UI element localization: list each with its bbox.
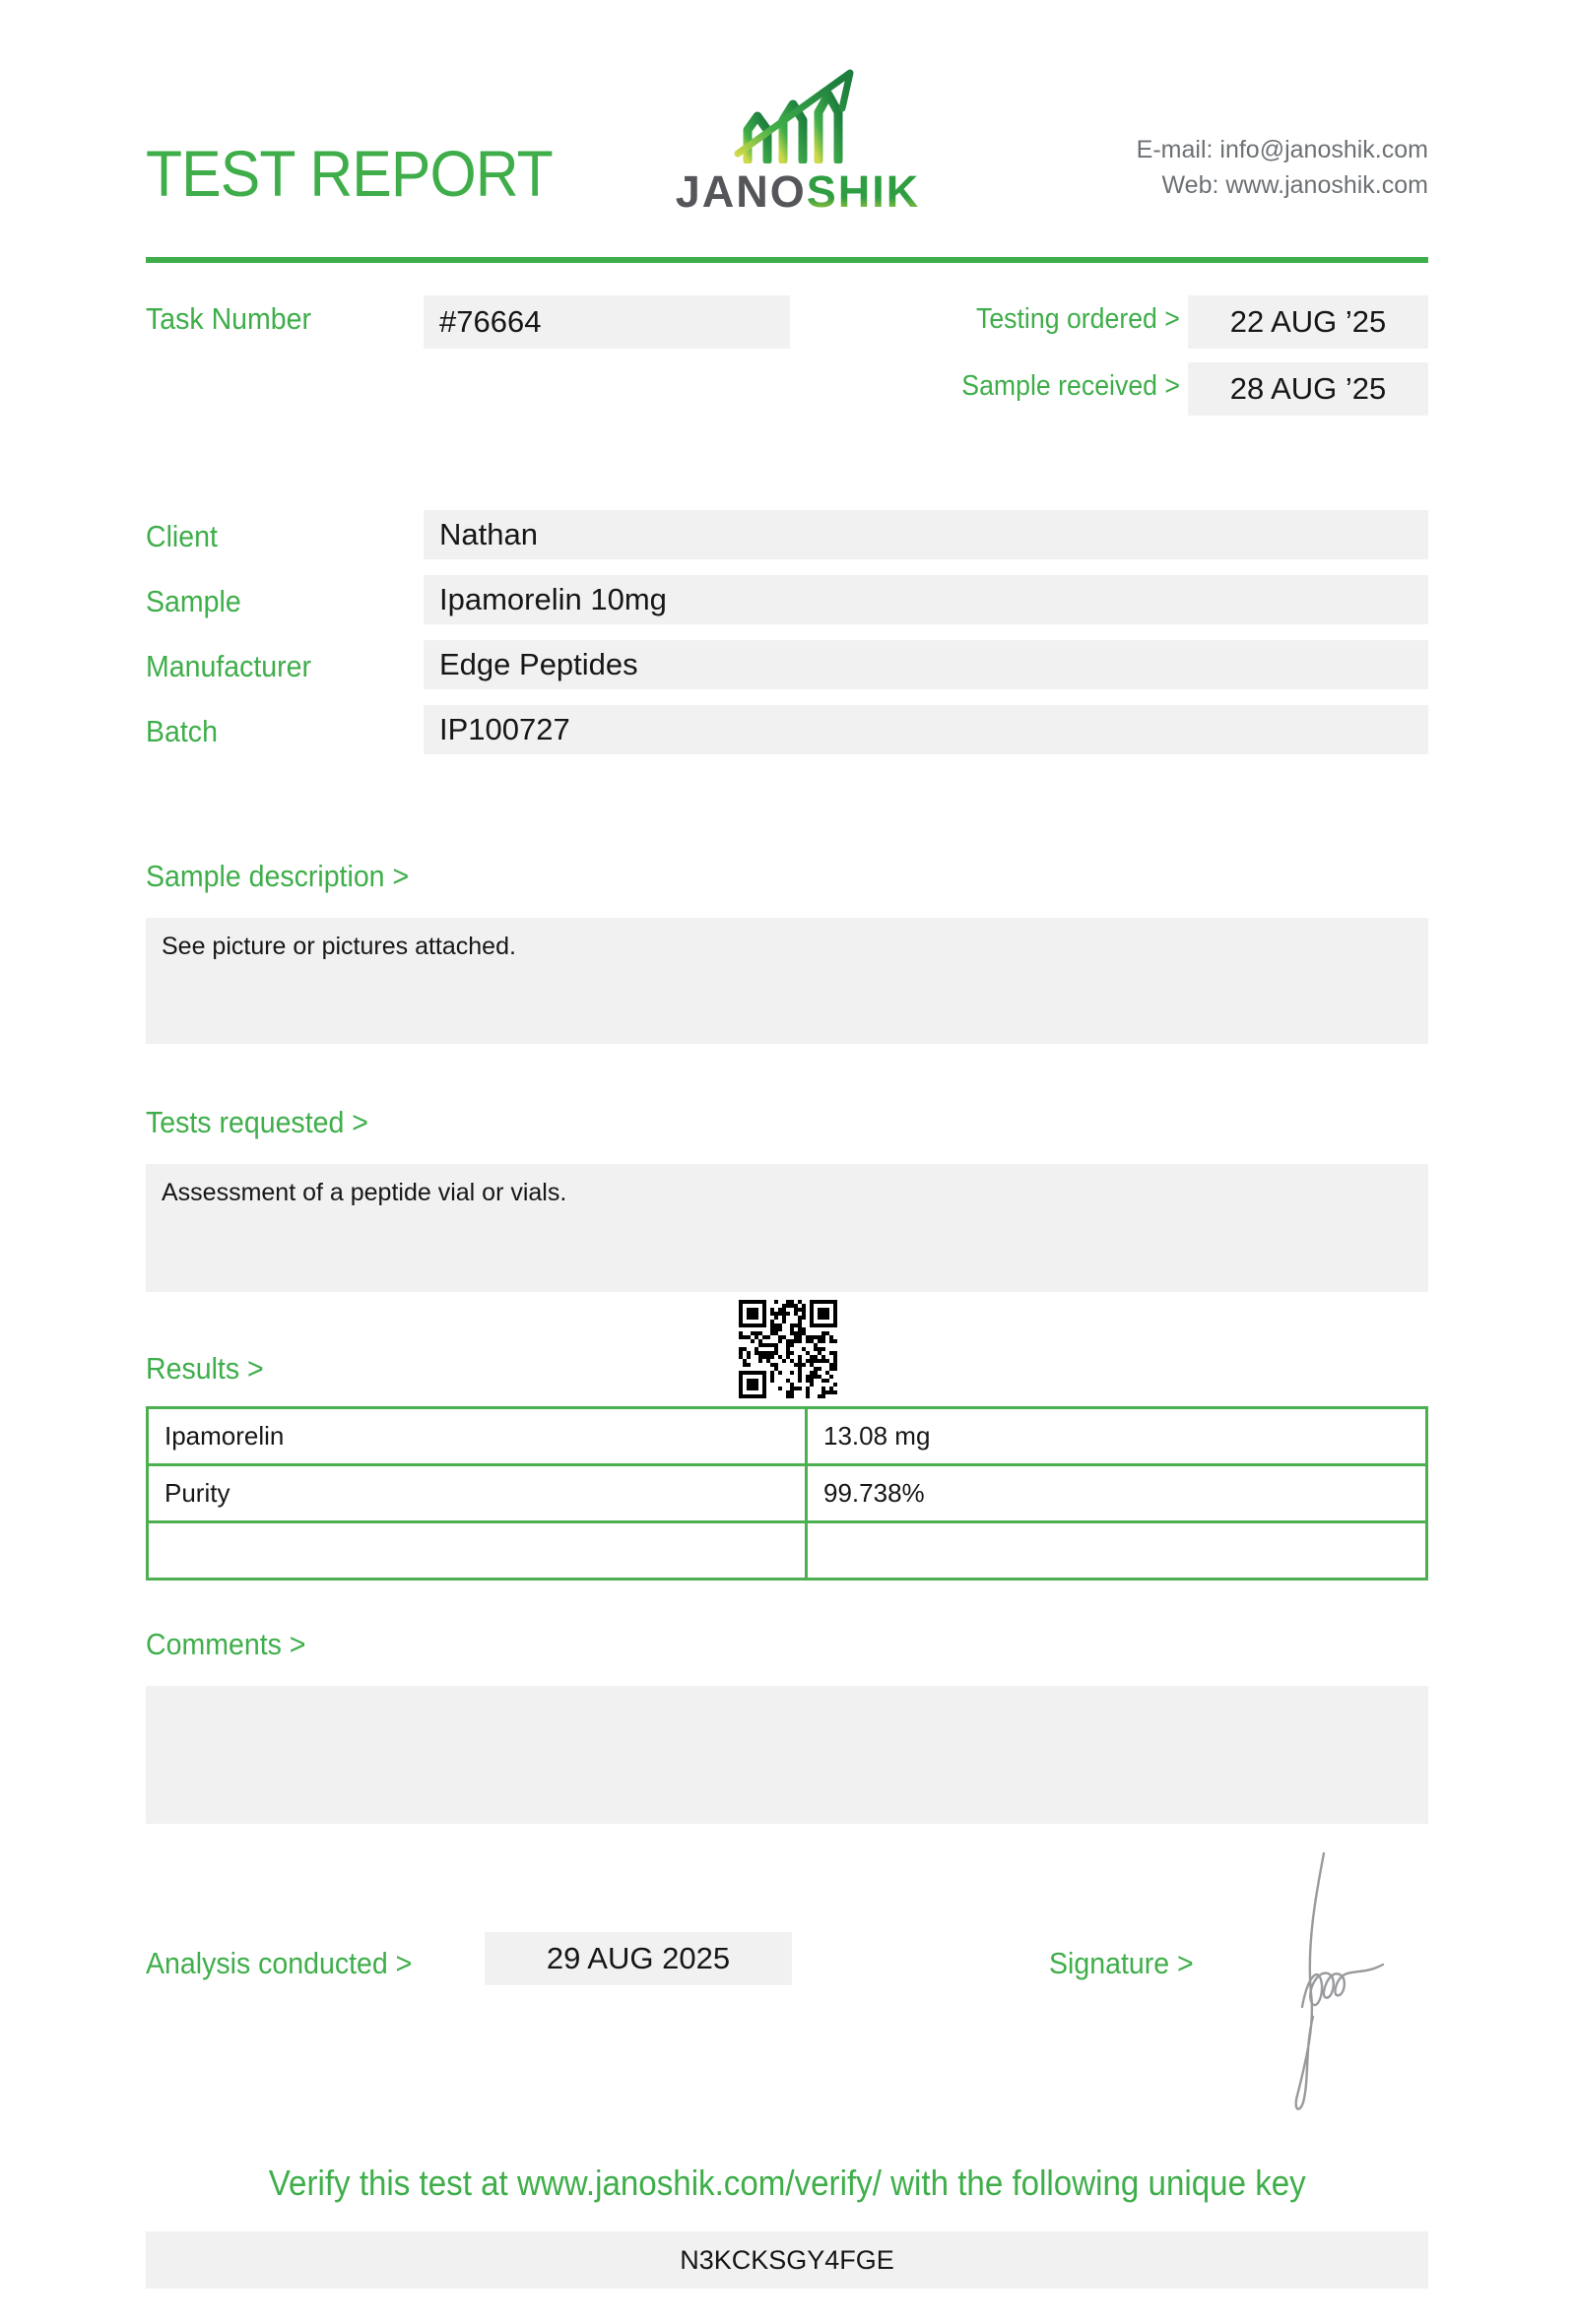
tests-requested-heading: Tests requested > bbox=[146, 1105, 368, 1139]
contact-email: E-mail: info@janoshik.com bbox=[1136, 136, 1428, 163]
page-title: TEST REPORT bbox=[146, 137, 553, 210]
logo-wordmark: JANOSHIK bbox=[675, 166, 921, 217]
analysis-conducted-label: Analysis conducted > bbox=[146, 1946, 413, 1980]
manufacturer-value: Edge Peptides bbox=[424, 640, 1428, 689]
result-value-cell: 99.738% bbox=[807, 1465, 1427, 1522]
result-value-cell: 13.08 mg bbox=[807, 1408, 1427, 1465]
table-row bbox=[148, 1465, 1427, 1522]
testing-ordered-value: 22 AUG ’25 bbox=[1188, 295, 1428, 349]
result-value-cell bbox=[807, 1522, 1427, 1580]
analysis-conducted-value: 29 AUG 2025 bbox=[485, 1932, 792, 1985]
signature-label: Signature > bbox=[1049, 1946, 1194, 1980]
janoshik-logo bbox=[670, 65, 926, 217]
manufacturer-label: Manufacturer bbox=[146, 649, 312, 683]
sample-value: Ipamorelin 10mg bbox=[424, 575, 1428, 624]
sample-received-value: 28 AUG ’25 bbox=[1188, 362, 1428, 416]
sample-label: Sample bbox=[146, 584, 241, 618]
comments-heading: Comments > bbox=[146, 1627, 306, 1661]
results-table bbox=[146, 1406, 1428, 1581]
table-row bbox=[148, 1408, 1427, 1465]
client-label: Client bbox=[146, 519, 218, 553]
contact-info bbox=[1137, 132, 1428, 204]
batch-label: Batch bbox=[146, 714, 218, 748]
contact-web: Web: www.janoshik.com bbox=[1161, 171, 1428, 200]
verify-instruction: Verify this test at www.janoshik.com/verify/ with the following unique key bbox=[268, 2163, 1306, 2203]
task-number-value: #76664 bbox=[424, 295, 790, 349]
testing-ordered-label: Testing ordered > bbox=[976, 303, 1180, 335]
results-heading: Results > bbox=[146, 1351, 264, 1386]
result-name-cell: Ipamorelin bbox=[148, 1408, 807, 1465]
chart-bars-icon bbox=[714, 65, 882, 163]
sample-description-box: See picture or pictures attached. bbox=[146, 918, 1428, 1044]
task-number-label: Task Number bbox=[146, 301, 312, 336]
result-name-cell: Purity bbox=[148, 1465, 807, 1522]
comments-box bbox=[146, 1686, 1428, 1824]
header-divider bbox=[146, 257, 1428, 263]
sample-received-label: Sample received > bbox=[961, 370, 1180, 402]
qr-code bbox=[739, 1300, 837, 1403]
client-value: Nathan bbox=[424, 510, 1428, 559]
verify-key: N3KCKSGY4FGE bbox=[146, 2231, 1428, 2289]
result-name-cell bbox=[148, 1522, 807, 1580]
tests-requested-box: Assessment of a peptide vial or vials. bbox=[146, 1164, 1428, 1292]
batch-value: IP100727 bbox=[424, 705, 1428, 754]
table-row bbox=[148, 1522, 1427, 1580]
signature-image bbox=[1273, 1847, 1401, 2124]
sample-description-heading: Sample description > bbox=[146, 859, 410, 893]
